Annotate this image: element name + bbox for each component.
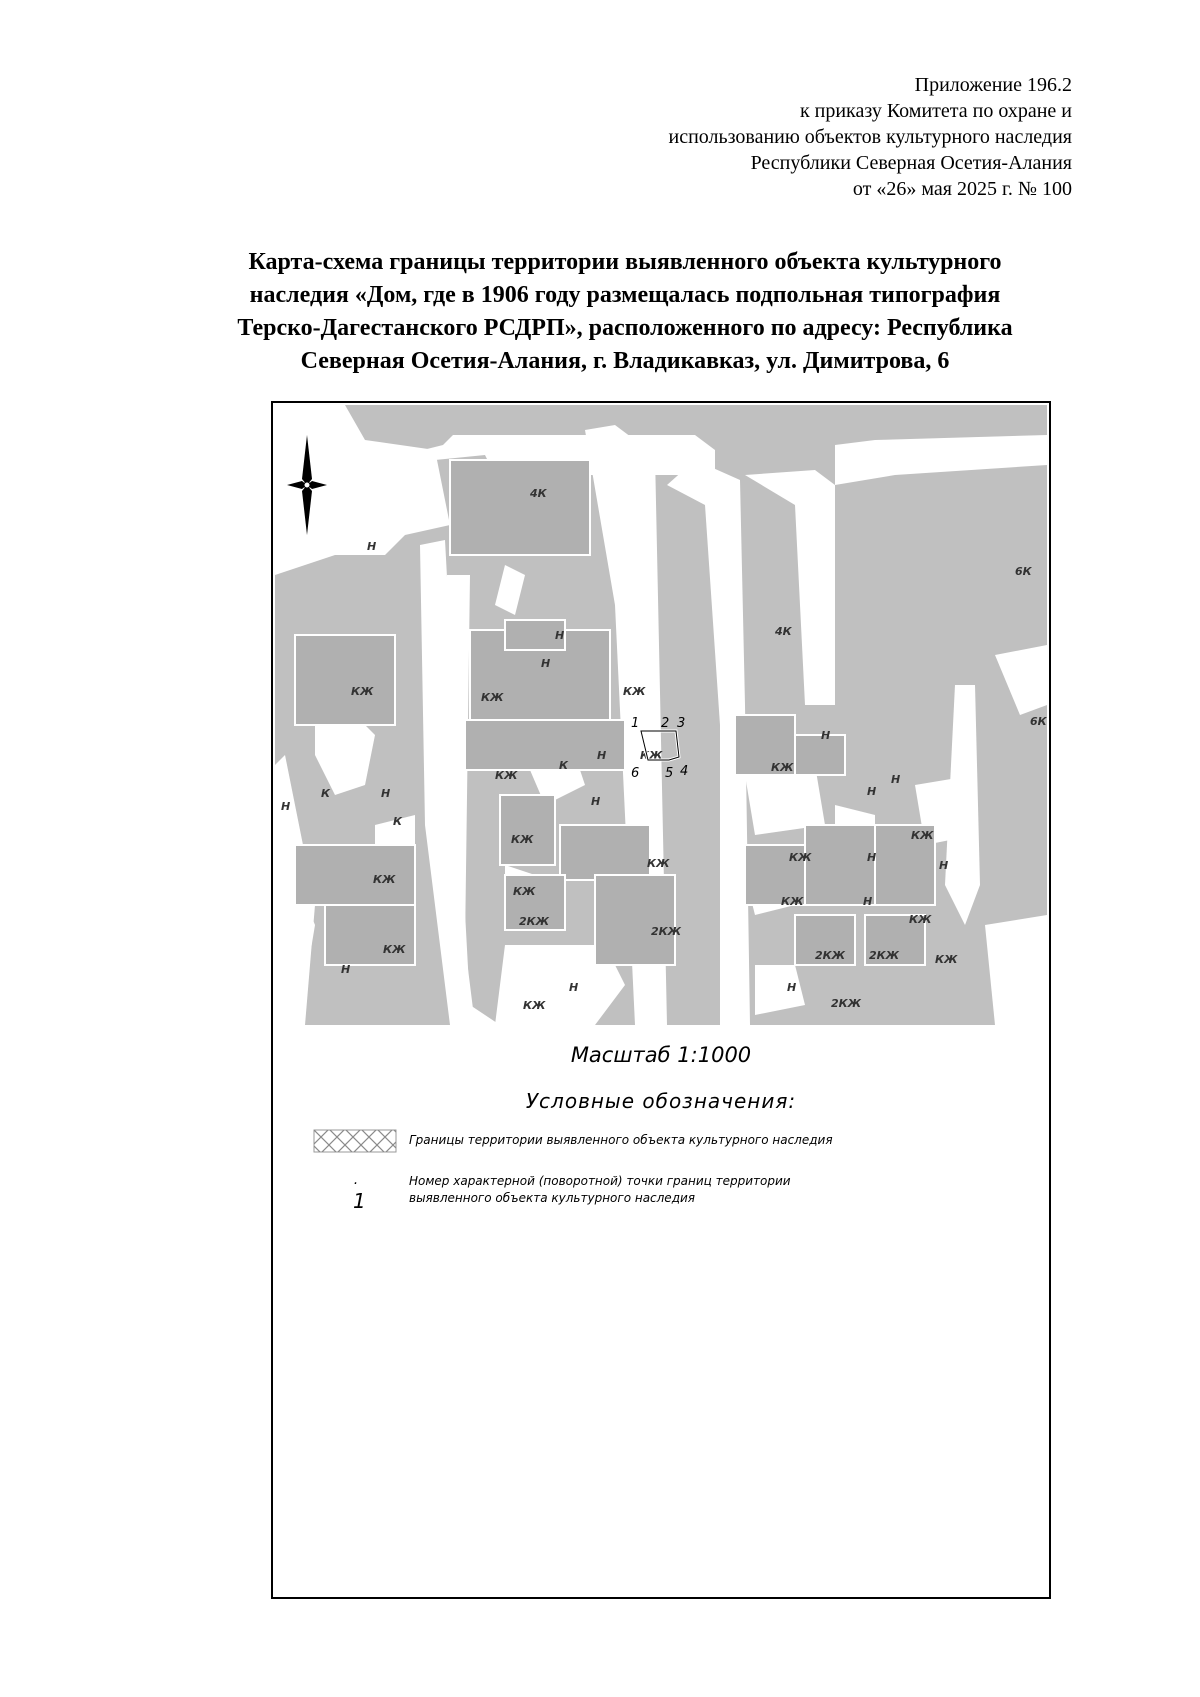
building-label: 6К xyxy=(1015,565,1032,578)
building-label: Н xyxy=(867,851,877,864)
building-label: КЖ xyxy=(495,769,518,782)
document-header xyxy=(669,72,1073,202)
site-map xyxy=(275,405,1047,1025)
building-label: КЖ xyxy=(911,829,934,842)
title-line: Терско-Дагестанского РСДРП», расположенного по адресу: Республика xyxy=(237,315,1013,341)
legend-item-line: Номер характерной (поворотной) точки границ территории xyxy=(409,1174,791,1188)
boundary-point-label: 2 xyxy=(661,716,670,731)
building-label: 2КЖ xyxy=(831,997,862,1010)
building-label: К xyxy=(321,787,330,800)
legend-title: Условные обозначения: xyxy=(525,1089,797,1113)
boundary-point-label: 5 xyxy=(665,766,674,781)
building-label: КЖ xyxy=(511,833,534,846)
legend-item-text xyxy=(409,1173,791,1207)
building-label: Н xyxy=(341,963,351,976)
building-label: К xyxy=(559,759,568,772)
building-label: КЖ xyxy=(481,691,504,704)
header-line: от «26» мая 2025 г. № 100 xyxy=(852,178,1072,200)
boundary-point-label: 4 xyxy=(680,764,689,779)
building-label: Н xyxy=(597,749,607,762)
building-label: КЖ xyxy=(640,749,663,762)
building-label: Н xyxy=(541,657,551,670)
hatch-swatch-icon xyxy=(313,1129,397,1153)
building-label: 2КЖ xyxy=(869,949,900,962)
building-label: Н xyxy=(787,981,797,994)
building-label: 6К xyxy=(1030,715,1047,728)
header-line: Приложение 196.2 xyxy=(914,74,1072,96)
point-sample-number: 1 xyxy=(353,1189,366,1213)
building-label: Н xyxy=(591,795,601,808)
map-scale: Масштаб 1:1000 xyxy=(570,1043,752,1067)
building-label: 2КЖ xyxy=(815,949,846,962)
building-label: Н xyxy=(821,729,831,742)
building-label: Н xyxy=(863,895,873,908)
legend-item-text: Границы территории выявленного объекта культурного наследия xyxy=(409,1133,833,1147)
title-line: наследия «Дом, где в 1906 году размещалась подпольная типография xyxy=(249,282,1001,308)
boundary-point-label: 1 xyxy=(631,716,640,731)
building-label: 4К xyxy=(530,487,547,500)
building-label: Н xyxy=(891,773,901,786)
building-label: Н xyxy=(367,540,377,553)
building-label: КЖ xyxy=(383,943,406,956)
building-label: Н xyxy=(381,787,391,800)
map-frame xyxy=(271,401,1051,1599)
title-line: Северная Осетия-Алания, г. Владикавказ, ул. Димитрова, 6 xyxy=(300,348,950,374)
header-line: Республики Северная Осетия-Алания xyxy=(750,152,1072,174)
building-label: КЖ xyxy=(623,685,646,698)
building-label: Н xyxy=(939,859,949,872)
building-label: 4К xyxy=(775,625,792,638)
header-line: к приказу Комитета по охране и xyxy=(799,100,1072,122)
building-label: КЖ xyxy=(771,761,794,774)
header-line: использованию объектов культурного наследия xyxy=(668,126,1072,148)
point-sample-icon: · 1 xyxy=(353,1176,366,1213)
building-label: КЖ xyxy=(647,857,670,870)
building-label: КЖ xyxy=(513,885,536,898)
boundary-point-label: 6 xyxy=(631,766,640,781)
building-label: Н xyxy=(555,629,565,642)
title-line: Карта-схема границы территории выявленного объекта культурного xyxy=(248,249,1002,275)
building-label: Н xyxy=(569,981,579,994)
building-label: КЖ xyxy=(935,953,958,966)
building-label: К xyxy=(393,815,402,828)
building-label: КЖ xyxy=(373,873,396,886)
document-title xyxy=(150,246,1100,378)
building-label: КЖ xyxy=(781,895,804,908)
building-label: КЖ xyxy=(789,851,812,864)
building-label: КЖ xyxy=(909,913,932,926)
boundary-point-label: 3 xyxy=(677,716,686,731)
building-label: КЖ xyxy=(351,685,374,698)
building-label: 2КЖ xyxy=(519,915,550,928)
building-label: Н xyxy=(281,800,291,813)
building-label: 2КЖ xyxy=(651,925,682,938)
building-label: КЖ xyxy=(523,999,546,1012)
building-label: Н xyxy=(867,785,877,798)
legend-item-line: выявленного объекта культурного наследия xyxy=(409,1191,696,1205)
